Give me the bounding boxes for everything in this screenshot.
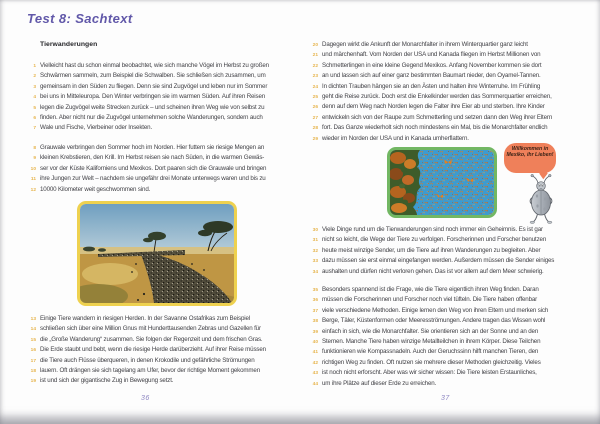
line-text: Einige Tiere wandern in riesigen Herden. In der Savanne Ostafrikas zum Beispiel [40,315,250,322]
line-number: 31 [312,238,318,244]
line-text: aushalten und dürfen nicht verloren gehen. Das ist vor allem auf dem Meer schwierig. [322,267,544,275]
line-number: 28 [312,126,318,132]
line-text: ist und sich der gigantische Zug in Bewegung setzt. [40,377,174,385]
line-text: dazu müssen sie erst einmal eingefangen werden. Außerdem müssen die Sender einiges [322,257,555,265]
line-text: Sternen. Manche Tiere haben winzige Metallteilchen in ihrem Körper. Diese Teilchen [322,337,541,345]
line-text: Schmetterlingen in eine kleine Gegend Mexikos. Anfang November kommen sie dort [322,61,542,69]
paragraph-3 [24,314,314,387]
text-line [306,225,596,235]
line-text: müssen die Forscherinnen und Forscher noch viel tüfteln. Die Tiere haben offenbar [322,296,538,304]
line-text: an und lassen sich auf einer ganz bestimmten Baumart nieder, den Oyamel-Tannen. [322,72,541,80]
wildebeest-migration-photo [77,201,237,306]
line-text: die „Große Wanderung“ zusammen. Sie folgen der Regenzeit und dem frischen Gras. [40,335,263,343]
text-line [24,185,314,195]
text-line [306,267,596,277]
line-text: geht die Reise zurück. Doch erst die Enkelkinder werden das Sommerquartier erreichen, [322,92,552,100]
line-number: 42 [312,360,318,366]
line-number: 11 [30,177,36,183]
text-line [24,123,314,133]
line-number: 34 [312,269,318,275]
line-text: richtigen Weg zu finden. Oft nutzen sie mehrere dieser Methoden gleichzeitig. Vieles [322,358,541,366]
paragraph-5 [306,225,596,277]
line-number: 15 [30,337,36,343]
text-line [306,306,596,316]
line-text: kleinen Krebstieren, den Krill. Im Herbst reisen sie nach Süden, in die warmen Gewäs- [40,154,265,162]
line-number: 30 [312,228,318,233]
line-number: 4 [33,95,36,101]
speech-bubble [504,143,556,173]
paragraph-4 [306,40,596,144]
line-text: Die Erde staubt und bebt, wenn die riesige Herde darüberzieht. Auf ihrer Reise müssen [40,346,266,354]
line-number: 1 [33,64,36,69]
line-text: und märchenhaft. Vom Norden der USA und Kanada fliegen im Herbst Millionen von [322,51,541,59]
line-number: 32 [312,248,318,254]
text-line [24,324,314,334]
line-text: Wale und Fische, Vierbeiner oder Insekten. [40,124,153,132]
savanna-scene [80,204,234,303]
line-number: 7 [33,126,36,132]
line-text: viele verschiedene Methoden. Einige lernen den Weg von ihren Eltern und merken sich [322,306,549,314]
text-line [24,92,314,102]
flying-butterflies-2 [420,153,494,215]
text-line [24,143,314,153]
text-line [306,40,596,50]
line-text: fort. Das Ganze wiederholt sich noch mindestens ein Mal, bis die Monarchfalter endlich [322,124,548,132]
line-text: gemeinsam in den Süden zu fliegen. Denn sie sind Zugvögel und leben nur im Sommer [40,82,268,90]
text-line [306,285,596,295]
line-number: 40 [312,339,318,345]
page-number-right: 37 [441,395,450,402]
line-text: denn auf dem Weg nach Norden legen die Falter ihre Eier ab und sterben. Ihre Kinder [322,103,545,111]
line-text: ser vor der Küste Kaliforniens und Mexikos. Dort paaren sich die Grauwale und bringen [40,164,267,172]
line-text: Viele Dinge rund um die Tierwanderungen sind noch immer ein Geheimnis. Es ist gar [322,226,543,233]
line-number: 6 [33,115,36,121]
text-line [306,316,596,326]
line-text: schließen sich über eine Million Gnus mit Hunderttausenden Zebras und Gazellen für [40,325,261,333]
line-text: Grauwale verbringen den Sommer hoch im Norden. Hier futtern sie riesige Mengen an [40,144,265,151]
line-text: nicht so leicht, die Wege der Tiere zu verfolgen. Forscherinnen und Forscher benutzen [322,236,547,244]
text-line [306,71,596,81]
paragraph-2 [24,143,314,195]
line-number: 29 [312,136,318,142]
text-line [24,164,314,174]
text-line [24,113,314,123]
line-number: 38 [312,319,318,325]
text-line [306,256,596,266]
text-line [306,92,596,102]
line-number: 3 [33,84,36,90]
line-number: 44 [312,381,318,387]
line-number: 23 [312,74,318,80]
line-number: 19 [30,379,36,385]
text-line [306,368,596,378]
line-text: lauern. Oft drängen sie sich tagelang am Ufer, bevor der richtige Moment gekommen [40,366,260,374]
text-line [24,153,314,163]
line-text: finden. Aber nicht nur die Zugvögel unternehmen solche Wanderungen, sondern auch [40,113,263,121]
text-line [306,50,596,60]
line-text: Berge, Täler, Küstenformen oder Meeresströmungen. Andere tragen das Wissen wohl [322,317,546,325]
line-number: 16 [30,348,36,354]
line-text: Schwärmen sammeln, zum Beispiel die Schwalben. Sie schließen sich zusammen, um [40,72,266,80]
text-line [24,174,314,184]
line-text: um ihre Plätze auf dieser Erde zu erreichen. [322,379,437,387]
speech-bubble-text: Willkommen in Mexiko, ihr Lieben! [506,146,554,159]
line-text: In dichten Trauben hängen sie an den Ästen und halten ihre Winterruhe. Im Frühling [322,82,541,90]
line-number: 8 [33,146,36,151]
text-line [24,71,314,81]
line-text: ist noch nicht erforscht. Aber was wir sicher wissen: Die Tiere leisten Erstaunliches, [322,369,537,377]
line-text: einfach in sich, wie die Monarchfalter. Sie orientieren sich an der Sonne und an den [322,327,539,335]
line-text: funktionieren wie Kompassnadeln. Auch der Geruchssinn hilft manchen Tieren, den [322,348,539,356]
line-number: 26 [312,105,318,111]
text-line [306,337,596,347]
line-number: 25 [312,94,318,100]
text-line [306,246,596,256]
line-number: 18 [30,368,36,374]
line-number: 17 [30,358,36,364]
line-text: ihre Jungen zur Welt – nachdem sie ungefähr drei Monate unterwegs waren und bis zu [40,175,266,183]
line-number: 33 [312,259,318,265]
monarch-butterflies-photo [387,147,497,218]
text-line [306,102,596,112]
line-text: Besonders spannend ist die Frage, wie die Tiere eigentlich ihren Weg finden. Daran [322,286,539,293]
page-title: Test 8: Sachtext [27,11,133,26]
text-line [306,61,596,71]
paragraph-1 [24,61,314,134]
line-number: 36 [312,298,318,304]
line-number: 13 [30,317,36,322]
text-line [306,327,596,337]
text-line [24,61,314,71]
line-text: bei uns in Mitteleuropa. Den Winter verbringen sie im warmen Süden. Auf ihren Reisen [40,93,266,101]
text-line [24,314,314,324]
line-number: 41 [312,350,318,356]
text-line [24,345,314,355]
text-line [306,347,596,357]
line-number: 20 [312,43,318,48]
page-number-left: 36 [141,395,150,402]
text-line [306,379,596,389]
text-line [306,113,596,123]
text-line [306,295,596,305]
line-number: 2 [33,74,36,80]
line-text: heute meist winzige Sender, um die Tiere auf ihren Wanderungen zu begleiten. Aber [322,246,541,254]
butterfly-swarm-scene [390,150,494,215]
line-number: 22 [312,63,318,69]
line-number: 14 [30,327,36,333]
line-number: 10 [30,166,36,172]
paragraph-6 [306,285,596,389]
text-line [24,366,314,376]
line-number: 9 [33,156,36,162]
line-number: 43 [312,371,318,377]
line-text: Dagegen wirkt die Ankunft der Monarchfalter in ihrem Winterquartier ganz leicht [322,41,528,48]
text-line [306,358,596,368]
line-number: 21 [312,53,318,59]
line-text: Vielleicht hast du schon einmal beobachtet, wie sich manche Vögel im Herbst zu großen [40,62,269,69]
beetle-mascot-icon [524,172,560,224]
text-line [24,335,314,345]
line-text: 10000 Kilometer weit geschwommen sind. [40,185,151,193]
line-number: 12 [30,187,36,193]
text-line [24,82,314,92]
text-line [24,376,314,386]
article-heading: Tierwanderungen [40,41,98,48]
text-line [24,103,314,113]
text-line [306,82,596,92]
line-text: wieder im Norden der USA und in Kanada umherflattern. [322,134,469,142]
line-text: entwickeln sich von der Raupe zum Schmetterling und setzen dann den Weg ihrer Eltern [322,113,553,121]
line-number: 39 [312,329,318,335]
line-number: 5 [33,105,36,111]
text-line [24,356,314,366]
line-number: 27 [312,115,318,121]
text-line [306,123,596,133]
line-number: 24 [312,84,318,90]
text-line [306,235,596,245]
text-line [306,134,596,144]
line-text: legen die Zugvögel weite Strecken zurück – und scheinen ihren Weg wie von selbst zu [40,103,265,111]
line-number: 35 [312,288,318,293]
line-text: die Tiere auch Flüsse überqueren, in denen Krokodile und gefährliche Strömungen [40,356,255,364]
line-number: 37 [312,308,318,314]
